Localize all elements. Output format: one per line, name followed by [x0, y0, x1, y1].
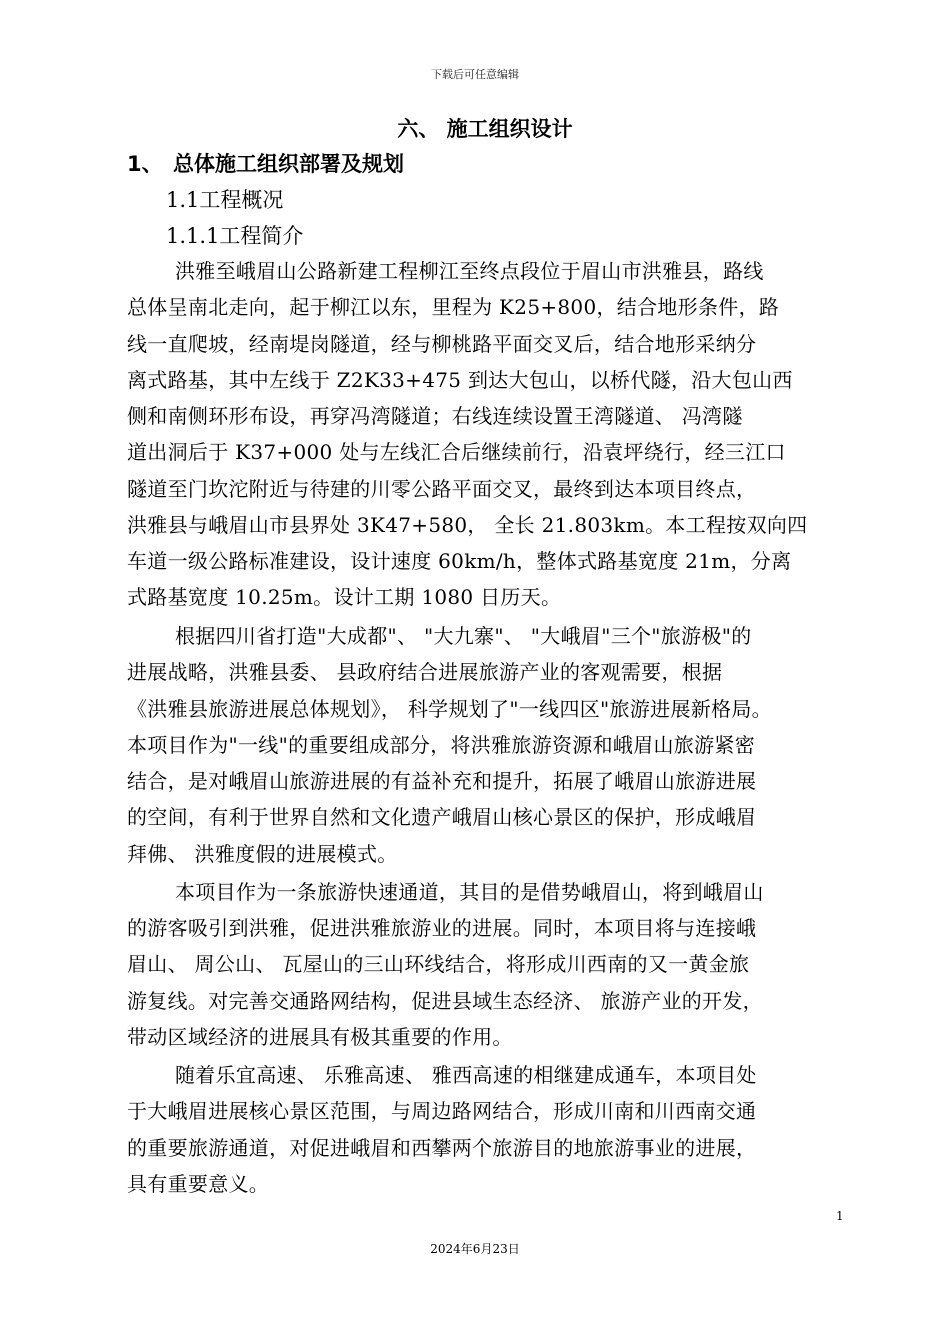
paragraph-line: 进展战略，洪雅县委、 县政府结合进展旅游产业的客观需要，根据: [127, 660, 723, 684]
chapter-title: 六、 施工组织设计: [397, 117, 573, 141]
footer-date: 2024年6月23日: [430, 1242, 520, 1256]
paragraph-line: 的空间，有利于世界自然和文化遗产峨眉山核心景区的保护，形成峨眉: [127, 805, 757, 829]
paragraph-line: 结合，是对峨眉山旅游进展的有益补充和提升，拓展了峨眉山旅游进展: [127, 769, 757, 793]
paragraph-line: 隧道至门坎沱附近与待建的川零公路平面交叉，最终到达本项目终点，: [127, 477, 757, 501]
paragraph-line: 本项目作为"一线"的重要组成部分，将洪雅旅游资源和峨眉山旅游紧密: [127, 733, 755, 757]
paragraph-line: 具有重要意义。: [127, 1172, 270, 1196]
subsubsection-heading: 1.1.1工程简介: [166, 224, 304, 248]
paragraph-line: 侧和南侧环形布设，再穿冯湾隧道；右线连续设置王湾隧道、 冯湾隧: [127, 404, 743, 428]
paragraph-line: 道出洞后于 K37+000 处与左线汇合后继续前行，沿袁坪绕行，经三江口: [127, 440, 786, 464]
section-heading: [127, 148, 404, 178]
paragraph-line: 总体呈南北走向，起于柳江以东，里程为 K25+800，结合地形条件，路: [127, 295, 780, 319]
paragraph-line: 的重要旅游通道，对促进峨眉和西攀两个旅游目的地旅游事业的进展，: [127, 1136, 757, 1160]
paragraph-line: 洪雅至峨眉山公路新建工程柳江至终点段位于眉山市洪雅县，路线: [175, 259, 764, 283]
paragraph-line: 根据四川省打造"大成都"、 "大九寨"、 "大峨眉"三个"旅游极"的: [175, 624, 752, 648]
paragraph-line: 离式路基，其中左线于 Z2K33+475 到达大包山，以桥代隧，沿大包山西: [127, 368, 793, 392]
paragraph-line: 线一直爬坡，经南堤岗隧道，经与柳桃路平面交叉后，结合地形采纳分: [127, 332, 757, 356]
paragraph-line: 洪雅县与峨眉山市县界处 3K47+580， 全长 21.803km。本工程按双向四: [127, 513, 808, 537]
paragraph-line: 随着乐宜高速、 乐雅高速、 雅西高速的相继建成通车，本项目处: [175, 1063, 757, 1087]
paragraph-line: 《洪雅县旅游进展总体规划》， 科学规划了"一线四区"旅游进展新格局。: [127, 697, 772, 721]
paragraph-line: 带动区域经济的进展具有极其重要的作用。: [127, 1025, 513, 1049]
paragraph-line: 式路基宽度 10.25m。设计工期 1080 日历天。: [127, 585, 562, 609]
paragraph-line: 车道一级公路标准建设，设计速度 60km/h，整体式路基宽度 21m，分离: [127, 549, 792, 573]
paragraph-line: 本项目作为一条旅游快速通道，其目的是借势峨眉山，将到峨眉山: [175, 880, 764, 904]
section-number: 1、: [127, 152, 163, 176]
page-number: 1: [836, 1209, 844, 1223]
subsection-heading: 1.1工程概况: [166, 188, 284, 212]
paragraph-line: 拜佛、 洪雅度假的进展模式。: [127, 842, 398, 866]
section-title: 总体施工组织部署及规划: [173, 152, 404, 176]
header-note: 下载后可任意编辑: [431, 68, 519, 81]
paragraph-line: 游复线。对完善交通路网结构，促进县域生态经济、 旅游产业的开发，: [127, 989, 763, 1013]
paragraph-line: 的游客吸引到洪雅，促进洪雅旅游业的进展。同时，本项目将与连接峨: [127, 916, 757, 940]
paragraph-line: 眉山、 周公山、 瓦屋山的三山环线结合，将形成川西南的又一黄金旅: [127, 952, 750, 976]
paragraph-line: 于大峨眉进展核心景区范围，与周边路网结合，形成川南和川西南交通: [127, 1099, 757, 1123]
